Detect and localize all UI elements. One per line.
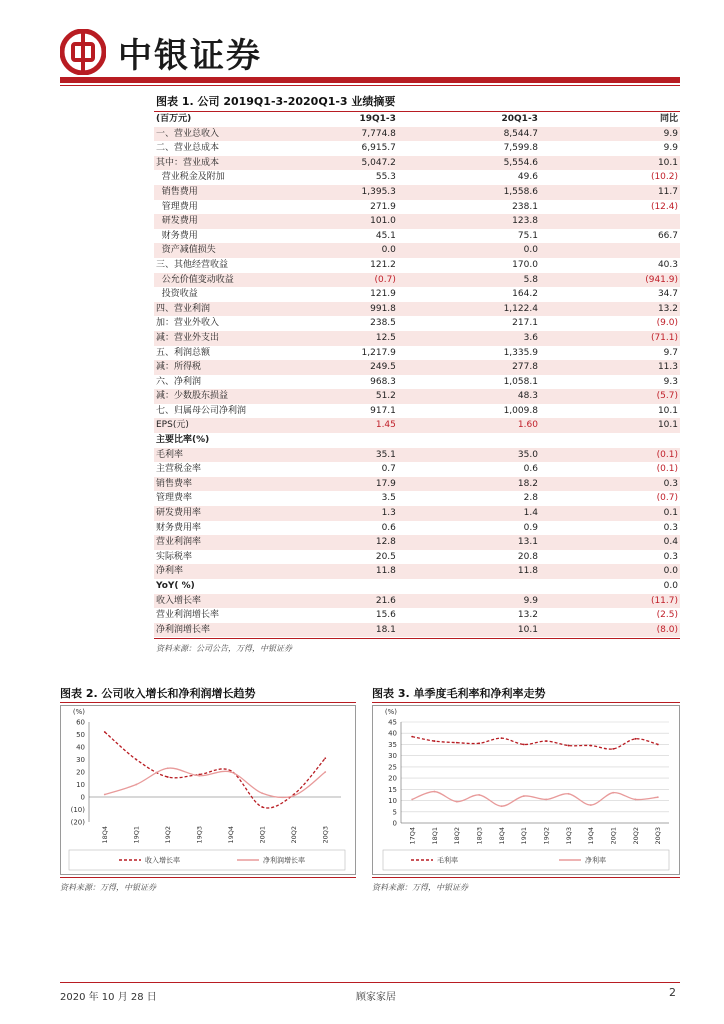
value-19q1-3: 55.3 [375, 172, 396, 183]
x-tick-label: 19Q1 [520, 827, 529, 845]
x-tick-label: 19Q3 [564, 827, 573, 845]
x-tick-label: 20Q3 [654, 827, 663, 845]
value-20q1-3: 20.8 [517, 551, 538, 562]
row-label: 营业利润增长率 [156, 610, 220, 621]
value-yoy: 66.7 [657, 230, 678, 241]
value-19q1-3: 45.1 [375, 230, 396, 241]
legend-label: 净利润增长率 [263, 856, 305, 865]
table-row [154, 608, 680, 623]
table-row [154, 477, 680, 492]
page-number: 2 [669, 986, 676, 999]
row-label: 管理费用 [156, 201, 198, 212]
value-19q1-3: 0.0 [305, 243, 398, 258]
value-19q1-3: 121.9 [370, 289, 396, 300]
table-row [154, 200, 680, 215]
table-row [154, 433, 680, 448]
table-row [154, 258, 680, 273]
y-tick-label: 10 [388, 797, 397, 806]
y-tick-label: 40 [76, 743, 85, 752]
y-tick-label: 30 [388, 752, 397, 761]
data-point-0 [478, 742, 480, 744]
row-label: 投资收益 [156, 289, 198, 300]
data-point-1 [230, 771, 232, 773]
column-header: 19Q1-3 [359, 114, 396, 124]
data-point-1 [545, 799, 547, 801]
x-tick-label: 17Q4 [408, 827, 417, 845]
value-20q1-3: 75.1 [517, 230, 538, 241]
value-19q1-3: 0.6 [381, 522, 396, 533]
legend-box [383, 850, 669, 870]
data-point-0 [456, 742, 458, 744]
value-20q1-3: 1,009.8 [503, 405, 538, 416]
value-20q1-3: 13.1 [398, 535, 540, 550]
row-label: 六、净利润 [156, 376, 202, 387]
value-20q1-3: 49.6 [517, 172, 538, 183]
value-20q1-3: 13.2 [517, 610, 538, 621]
x-tick-label: 19Q2 [164, 826, 173, 844]
value-yoy: 9.9 [663, 143, 678, 154]
value-20q1-3: 11.8 [398, 564, 540, 579]
y-axis-unit: (%) [72, 708, 85, 716]
value-yoy: 10.1 [540, 418, 680, 433]
value-yoy: (9.0) [656, 318, 678, 329]
data-point-1 [612, 792, 614, 794]
x-tick-label: 20Q1 [609, 827, 618, 845]
value-yoy: 34.7 [657, 289, 678, 300]
value-20q1-3: 1,058.1 [503, 376, 538, 387]
legend-label: 毛利率 [437, 856, 458, 865]
table-row [154, 346, 680, 361]
value-19q1-3: 1,217.9 [361, 347, 396, 358]
x-tick-label: 20Q2 [290, 826, 299, 844]
data-point-1 [523, 795, 525, 797]
data-point-1 [261, 792, 263, 794]
y-tick-label: 40 [388, 729, 397, 738]
x-tick-label: 20Q2 [631, 827, 640, 845]
series-line-1 [105, 768, 326, 797]
data-point-0 [104, 731, 106, 733]
value-yoy [540, 214, 680, 229]
x-tick-label: 18Q4 [497, 827, 506, 845]
value-yoy: 11.7 [540, 185, 680, 200]
row-label: 三、其他经营收益 [156, 259, 229, 270]
value-19q1-3: 11.8 [305, 564, 398, 579]
row-label: 减：营业外支出 [154, 331, 305, 346]
column-header: (百万元) [156, 114, 192, 124]
series-line-0 [412, 737, 658, 750]
table-row [154, 550, 680, 565]
chart2-source-note: 资料来源：万得，中银证券 [60, 883, 156, 892]
row-label: 研发费用率 [154, 506, 305, 521]
header-divider [60, 85, 680, 86]
table-row [154, 623, 680, 638]
brand-logo [60, 26, 262, 78]
header-bar [60, 77, 680, 83]
data-point-1 [501, 805, 503, 807]
y-tick-label: 60 [76, 718, 85, 727]
data-point-0 [324, 757, 326, 759]
row-label: 减：所得税 [154, 360, 305, 375]
value-yoy: 0.3 [663, 522, 678, 533]
value-19q1-3: 1,395.3 [305, 185, 398, 200]
value-yoy: 0.1 [540, 506, 680, 521]
y-tick-label: 30 [76, 756, 85, 764]
y-tick-label: (20) [70, 818, 85, 827]
value-20q1-3: 1,122.4 [398, 302, 540, 317]
value-19q1-3: 121.2 [370, 259, 396, 270]
table-row [154, 418, 680, 433]
row-label: 财务费用率 [156, 522, 202, 533]
value-20q1-3: 1.60 [398, 418, 540, 433]
table-row [154, 404, 680, 419]
row-label: 净利率 [154, 564, 305, 579]
chart2-bottom-divider [60, 877, 356, 878]
row-label: 毛利率 [154, 448, 305, 463]
table-row [154, 185, 680, 200]
value-yoy: (0.1) [656, 464, 678, 475]
column-header: 20Q1-3 [501, 114, 538, 124]
data-point-0 [568, 745, 570, 747]
table-bottom-divider [154, 638, 680, 639]
value-20q1-3: 2.8 [523, 493, 538, 504]
x-tick-label: 18Q3 [475, 827, 484, 845]
chart3-source-note: 资料来源：万得，中银证券 [372, 883, 468, 892]
y-tick-label: (10) [70, 806, 85, 814]
legend-label: 收入增长率 [145, 856, 180, 865]
value-19q1-3 [305, 433, 398, 448]
x-tick-label: 19Q1 [132, 826, 141, 844]
table-row [154, 156, 680, 171]
value-yoy: 0.3 [663, 551, 678, 562]
x-tick-label: 18Q1 [430, 827, 439, 845]
value-19q1-3: 15.6 [375, 610, 396, 621]
value-yoy: 0.0 [663, 581, 678, 591]
table-row [154, 170, 680, 185]
row-label: YoY( %) [156, 581, 195, 591]
value-19q1-3: 1.3 [305, 506, 398, 521]
chart3-plot [373, 706, 679, 874]
row-label: 收入增长率 [154, 594, 305, 609]
row-label: EPS(元) [154, 418, 305, 433]
value-yoy: (12.4) [650, 201, 678, 212]
row-label: 资产减值损失 [154, 243, 305, 258]
value-19q1-3: 21.6 [305, 594, 398, 609]
value-yoy [540, 243, 680, 258]
row-label: 七、归属母公司净利润 [156, 405, 247, 416]
table-row [154, 521, 680, 536]
value-20q1-3: 217.1 [512, 318, 538, 329]
data-point-1 [198, 775, 200, 777]
row-label: 一、营业总收入 [154, 127, 305, 142]
data-point-1 [635, 799, 637, 801]
data-point-1 [411, 799, 413, 801]
value-yoy: 13.2 [540, 302, 680, 317]
data-point-1 [324, 771, 326, 773]
data-point-0 [434, 740, 436, 742]
table-row [154, 243, 680, 258]
table-row [154, 579, 680, 594]
table-header-row [154, 112, 680, 127]
data-point-1 [590, 804, 592, 806]
value-yoy: (8.0) [540, 623, 680, 638]
value-20q1-3: 5.8 [398, 273, 540, 288]
row-label: 四、营业利润 [154, 302, 305, 317]
row-label: 减：少数股东损益 [154, 389, 305, 404]
table-source-note: 资料来源：公司公告，万得，中银证券 [156, 644, 292, 653]
value-yoy: (11.7) [540, 594, 680, 609]
value-19q1-3: 238.5 [370, 318, 396, 329]
value-yoy: (2.5) [656, 610, 678, 621]
y-tick-label: 20 [76, 768, 85, 777]
data-point-1 [478, 794, 480, 796]
value-yoy: (71.1) [540, 331, 680, 346]
value-19q1-3: (0.7) [305, 273, 398, 288]
table-row [154, 491, 680, 506]
row-label: 五、利润总额 [156, 347, 211, 358]
value-19q1-3: 1.45 [305, 418, 398, 433]
value-yoy: 10.1 [657, 405, 678, 416]
x-tick-label: 19Q4 [587, 827, 596, 845]
table-row [154, 229, 680, 244]
row-label: 营业利润率 [154, 535, 305, 550]
chart3-panel [372, 705, 680, 875]
table-row [154, 462, 680, 477]
y-tick-label: 50 [76, 731, 85, 739]
value-19q1-3: 101.0 [305, 214, 398, 229]
value-yoy: 10.1 [540, 156, 680, 171]
x-tick-label: 19Q3 [195, 826, 204, 844]
value-19q1-3 [305, 579, 398, 594]
value-20q1-3: 35.0 [398, 448, 540, 463]
data-point-0 [635, 738, 637, 740]
table-row [154, 535, 680, 550]
value-yoy: 9.3 [663, 376, 678, 387]
series-line-1 [412, 792, 658, 807]
table-row [154, 273, 680, 288]
chart2-plot [61, 706, 355, 874]
value-20q1-3: 8,544.7 [398, 127, 540, 142]
data-point-1 [456, 801, 458, 803]
data-point-1 [104, 794, 106, 796]
chart2-panel [60, 705, 356, 875]
x-tick-label: 18Q2 [453, 827, 462, 845]
value-yoy [540, 433, 680, 448]
y-tick-label: 25 [388, 763, 397, 772]
x-tick-label: 20Q3 [321, 826, 330, 844]
table-row [154, 287, 680, 302]
bank-of-china-logo-icon [60, 29, 106, 75]
chart3-bottom-divider [372, 877, 680, 878]
row-label: 销售费用 [154, 185, 305, 200]
data-point-0 [545, 740, 547, 742]
data-point-0 [501, 737, 503, 739]
value-20q1-3: 18.2 [398, 477, 540, 492]
row-label: 净利润增长率 [154, 623, 305, 638]
value-20q1-3: 0.6 [523, 464, 538, 475]
value-19q1-3: 0.7 [381, 464, 396, 475]
row-label: 加：营业外收入 [156, 318, 220, 329]
column-header: 同比 [659, 114, 678, 124]
value-20q1-3: 7,599.8 [503, 143, 538, 154]
table-row [154, 389, 680, 404]
data-point-0 [657, 744, 659, 746]
value-yoy: 11.3 [540, 360, 680, 375]
table-row [154, 316, 680, 331]
value-20q1-3: 1.4 [398, 506, 540, 521]
x-tick-label: 19Q4 [227, 826, 236, 844]
value-20q1-3 [398, 433, 540, 448]
table-row [154, 448, 680, 463]
brand-name: 中银证券 [118, 35, 262, 76]
value-yoy: (0.1) [540, 448, 680, 463]
legend-label: 净利率 [585, 856, 606, 865]
row-label: 主营税金率 [156, 464, 202, 475]
value-20q1-3: 170.0 [512, 259, 538, 270]
table-row [154, 360, 680, 375]
value-yoy: 0.0 [540, 564, 680, 579]
data-point-1 [657, 796, 659, 798]
data-point-1 [167, 767, 169, 769]
value-19q1-3: 35.1 [305, 448, 398, 463]
data-point-0 [411, 736, 413, 738]
value-19q1-3: 18.1 [305, 623, 398, 638]
y-tick-label: 10 [76, 781, 85, 789]
row-label: 研发费用 [154, 214, 305, 229]
value-19q1-3: 991.8 [305, 302, 398, 317]
value-19q1-3: 17.9 [305, 477, 398, 492]
value-19q1-3: 917.1 [370, 405, 396, 416]
value-19q1-3: 12.8 [305, 535, 398, 550]
y-tick-label: 0 [80, 793, 85, 802]
value-yoy: 0.3 [540, 477, 680, 492]
row-label: 营业税金及附加 [156, 172, 225, 183]
data-point-1 [568, 793, 570, 795]
y-tick-label: 45 [388, 718, 397, 727]
y-tick-label: 35 [388, 740, 397, 749]
value-20q1-3: 277.8 [398, 360, 540, 375]
value-19q1-3: 271.9 [370, 201, 396, 212]
data-point-1 [434, 791, 436, 793]
value-yoy: 9.9 [540, 127, 680, 142]
footer-company-name: 顾家家居 [356, 992, 396, 1003]
value-20q1-3: 1,335.9 [503, 347, 538, 358]
value-20q1-3: 9.9 [398, 594, 540, 609]
table-row [154, 564, 680, 579]
value-yoy: 0.4 [540, 535, 680, 550]
value-20q1-3: 0.9 [523, 522, 538, 533]
value-yoy: (5.7) [540, 389, 680, 404]
value-20q1-3: 48.3 [398, 389, 540, 404]
chart2-title-divider [60, 702, 356, 703]
row-label: 主要比率(%) [156, 435, 210, 446]
value-20q1-3: 238.1 [512, 201, 538, 212]
table-row [154, 506, 680, 521]
data-point-0 [590, 745, 592, 747]
table-row [154, 375, 680, 390]
value-19q1-3: 7,774.8 [305, 127, 398, 142]
table-title: 图表 1. 公司 2019Q1-3-2020Q1-3 业绩摘要 [156, 95, 396, 108]
row-label: 二、营业总成本 [156, 143, 220, 154]
value-20q1-3: 0.0 [398, 243, 540, 258]
y-tick-label: 5 [392, 808, 397, 817]
value-yoy: (941.9) [540, 273, 680, 288]
value-20q1-3: 3.6 [398, 331, 540, 346]
value-20q1-3: 5,554.6 [398, 156, 540, 171]
value-19q1-3: 12.5 [305, 331, 398, 346]
value-19q1-3: 249.5 [305, 360, 398, 375]
table-row [154, 594, 680, 609]
data-point-0 [523, 744, 525, 746]
chart3-title: 图表 3. 单季度毛利率和净利率走势 [372, 687, 546, 700]
y-axis-unit: (%) [384, 708, 397, 716]
chart2-title: 图表 2. 公司收入增长和净利润增长趋势 [60, 687, 256, 700]
data-point-1 [135, 784, 137, 786]
value-yoy: 40.3 [657, 259, 678, 270]
value-yoy: (10.2) [650, 172, 678, 183]
y-tick-label: 15 [388, 785, 397, 794]
row-label: 管理费率 [156, 493, 193, 504]
row-label: 销售费率 [154, 477, 305, 492]
value-yoy: (0.7) [656, 493, 678, 504]
table-row [154, 214, 680, 229]
x-tick-label: 20Q1 [258, 826, 267, 844]
data-point-0 [612, 748, 614, 750]
value-19q1-3: 3.5 [381, 493, 396, 504]
value-20q1-3 [398, 579, 540, 594]
value-20q1-3: 164.2 [512, 289, 538, 300]
value-19q1-3: 6,915.7 [361, 143, 396, 154]
footer-date: 2020 年 10 月 28 日 [60, 992, 157, 1003]
row-label: 财务费用 [156, 230, 198, 241]
value-19q1-3: 51.2 [305, 389, 398, 404]
value-19q1-3: 5,047.2 [305, 156, 398, 171]
value-19q1-3: 968.3 [370, 376, 396, 387]
chart3-title-divider [372, 702, 680, 703]
value-19q1-3: 20.5 [375, 551, 396, 562]
y-tick-label: 20 [388, 774, 397, 783]
data-point-0 [135, 759, 137, 761]
value-20q1-3: 123.8 [398, 214, 540, 229]
table-row [154, 141, 680, 156]
table-row [154, 127, 680, 142]
row-label: 公允价值变动收益 [154, 273, 305, 288]
data-point-0 [261, 806, 263, 808]
value-20q1-3: 1,558.6 [398, 185, 540, 200]
earnings-summary-table [154, 112, 680, 637]
value-yoy: 9.7 [663, 347, 678, 358]
value-20q1-3: 10.1 [398, 623, 540, 638]
row-label: 其中：营业成本 [154, 156, 305, 171]
footer-divider [60, 982, 680, 983]
table-row [154, 302, 680, 317]
x-tick-label: 19Q2 [542, 827, 551, 845]
y-tick-label: 0 [392, 819, 397, 828]
row-label: 实际税率 [156, 551, 193, 562]
x-tick-label: 18Q4 [101, 826, 110, 844]
data-point-0 [167, 776, 169, 778]
data-point-1 [293, 795, 295, 797]
table-row [154, 331, 680, 346]
